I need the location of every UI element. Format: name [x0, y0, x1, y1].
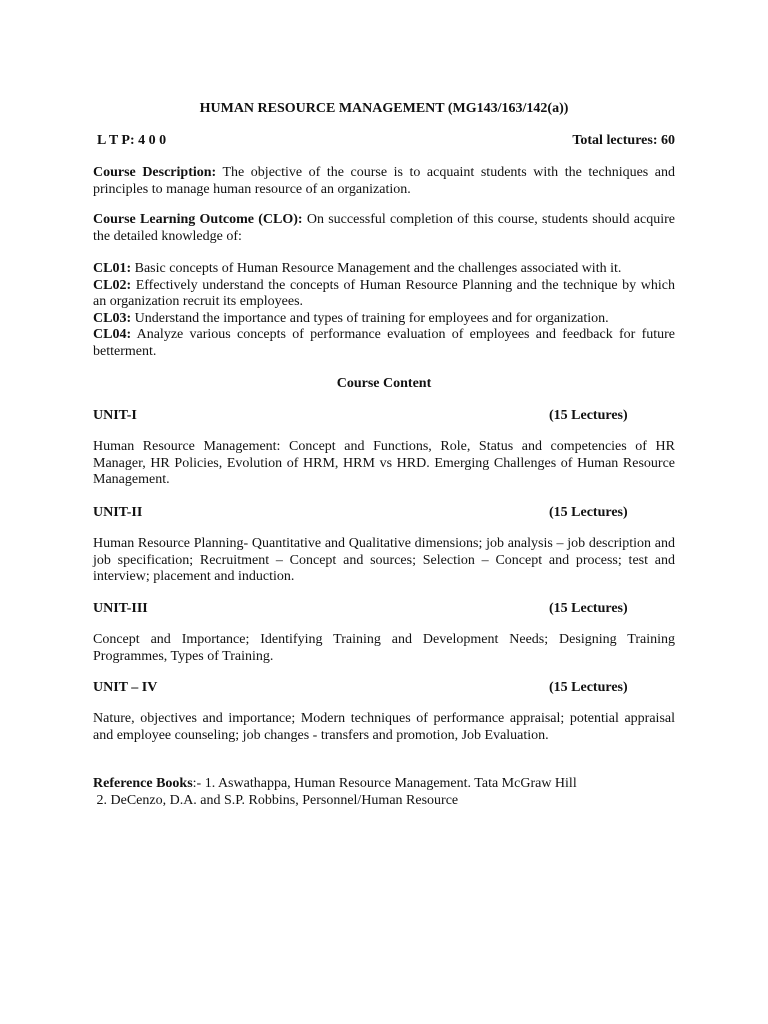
unit-content: Human Resource Management: Concept and Functions, Role, Status and competencies of HR Manager, HR Policies, Evolution of HRM, HRM vs HRD. Emerging Challenges of Human Resource Management.: [93, 439, 675, 487]
reference-line: [93, 776, 675, 793]
course-learning-outcome: [93, 212, 675, 245]
course-description-text: The objective of the course is to acquaint students with the techniques and principles to manage human resource of an organization.: [93, 165, 675, 197]
reference-item: 2. DeCenzo, D.A. and S.P. Robbins, Personnel/Human Resource: [93, 792, 459, 808]
outcomes-list: [93, 261, 675, 360]
unit-lectures: (15 Lectures): [549, 408, 628, 423]
outcome-code: CL02:: [93, 277, 132, 293]
unit-header: [93, 600, 675, 617]
total-lectures: Total lectures: 60: [572, 133, 675, 148]
outcome-code: CL03:: [93, 310, 132, 326]
course-title: HUMAN RESOURCE MANAGEMENT (MG143/163/142(a)): [199, 101, 569, 116]
unit-lectures: (15 Lectures): [549, 601, 628, 616]
outcome-text: Basic concepts of Human Resource Management and the challenges associated with it.: [131, 261, 622, 276]
course-content-heading: Course Content: [336, 376, 432, 391]
outcome-item: [93, 261, 675, 278]
unit-name: UNIT – IV: [93, 680, 158, 695]
unit-name: UNIT-III: [93, 601, 148, 616]
outcome-code: CL01:: [93, 261, 132, 276]
reference-books: [93, 776, 675, 809]
outcome-item: [93, 327, 675, 360]
ltp-row: [93, 132, 675, 149]
unit-header: [93, 407, 675, 424]
unit-lectures: (15 Lectures): [549, 505, 628, 520]
course-description: [93, 165, 675, 198]
unit-lectures: (15 Lectures): [549, 680, 628, 695]
ltp-text: L T P: 4 0 0: [97, 133, 167, 148]
unit-content: Human Resource Planning- Quantitative and Qualitative dimensions; job analysis – job description and job specification; Recruitment – Concept and sources; Selection – Concept and process; test and interview; placement and induction.: [93, 536, 675, 584]
course-description-label: Course Description:: [93, 165, 217, 180]
unit-header: [93, 679, 675, 696]
outcome-text: Effectively understand the concepts of Human Resource Planning and the technique by which an organization recruit its employees.: [93, 277, 675, 309]
reference-books-label: Reference Books: [93, 776, 193, 791]
reference-item: :- 1. Aswathappa, Human Resource Management. Tata McGraw Hill: [192, 776, 577, 791]
unit-name: UNIT-II: [93, 505, 143, 520]
unit-name: UNIT-I: [93, 408, 137, 423]
clo-label: Course Learning Outcome (CLO):: [93, 212, 303, 227]
outcome-text: Analyze various concepts of performance evaluation of employees and feedback for future betterment.: [93, 327, 675, 359]
outcome-item: [93, 311, 675, 328]
unit-content: Nature, objectives and importance; Modern techniques of performance appraisal; potential appraisal and employee counseling; job changes - transfers and promotion, Job Evaluation.: [93, 711, 675, 743]
outcome-text: Understand the importance and types of training for employees and for organization.: [131, 310, 609, 326]
unit-content: Concept and Importance; Identifying Training and Development Needs; Designing Training Programmes, Types of Training.: [93, 632, 675, 664]
outcome-code: CL04:: [93, 327, 132, 342]
outcome-item: [93, 278, 675, 311]
clo-text: On successful completion of this course, students should acquire the detailed knowledge of:: [93, 212, 675, 244]
unit-header: [93, 504, 675, 521]
